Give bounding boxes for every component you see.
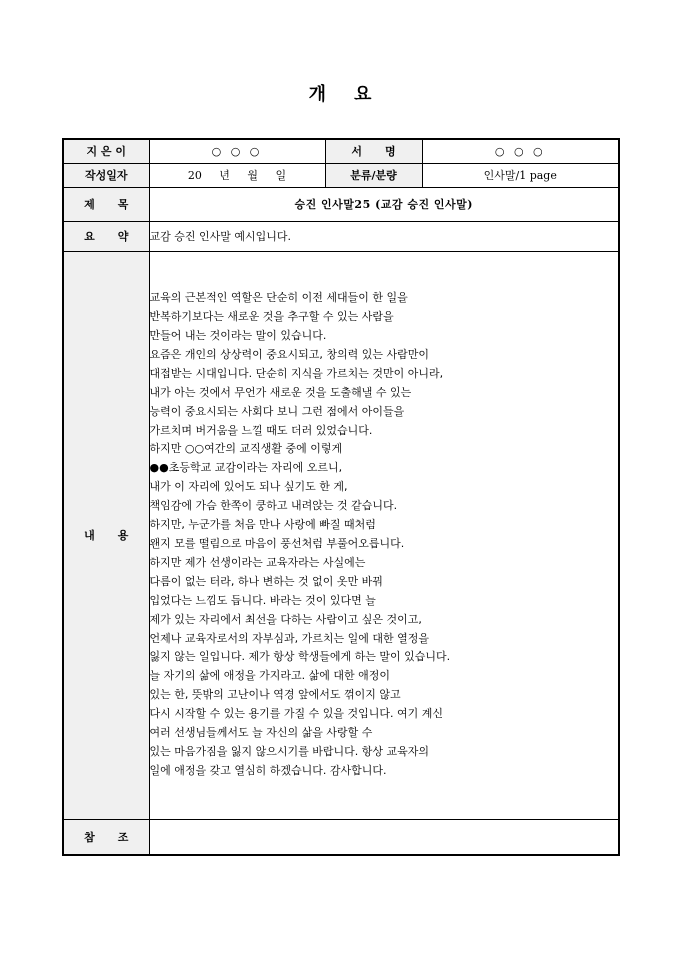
signature-label: 서 명 xyxy=(325,139,422,163)
subject-label: 제 목 xyxy=(63,187,149,221)
content-line: 입었다는 느낌도 듭니다. 바라는 것이 있다면 늘 xyxy=(149,593,376,607)
reference-row xyxy=(63,819,619,855)
date-value: 20 년 월 일 xyxy=(149,163,325,187)
content-line: 하지만 ○○여간의 교직생활 중에 이렇게 xyxy=(149,442,343,456)
summary-label: 요 약 xyxy=(63,221,149,251)
content-line: 여러 선생님들께서도 늘 자신의 삶을 사랑할 수 xyxy=(149,726,373,740)
category-value: 인사말/1 page xyxy=(422,163,619,187)
document-title-char-1: 개 xyxy=(308,84,326,105)
date-row xyxy=(63,163,619,187)
content-label: 내 용 xyxy=(63,251,149,819)
content-line: 하지만 제가 선생이라는 교육자라는 사실에는 xyxy=(149,555,366,569)
content-line: 가르치며 버거움을 느낄 때도 더러 있었습니다. xyxy=(149,423,373,437)
content-line: 왠지 모를 떨림으로 마음이 풍선처럼 부풀어오릅니다. xyxy=(149,537,405,550)
content-line: 능력이 중요시되는 사회다 보니 그런 점에서 아이들을 xyxy=(149,404,405,418)
subject-value: 승진 인사말25 (교감 승진 인사말) xyxy=(149,187,619,221)
content-line: 내가 이 자리에 있어도 되나 싶기도 한 게, xyxy=(149,480,348,494)
document-title-char-2: 요 xyxy=(354,84,372,105)
author-value: ○ ○ ○ xyxy=(149,139,325,163)
content-line: 반복하기보다는 새로운 것을 추구할 수 있는 사람을 xyxy=(149,310,394,324)
summary-row xyxy=(63,221,619,251)
reference-value xyxy=(149,819,619,855)
content-line: 대접받는 시대입니다. 단순히 지식을 가르치는 것만이 아니라, xyxy=(149,366,444,380)
content-line: 다름이 없는 터라, 하나 변하는 것 없이 옷만 바꿔 xyxy=(149,574,383,588)
content-line: 하지만, 누군가를 처음 만나 사랑에 빠질 때처럼 xyxy=(149,518,376,532)
summary-form-table xyxy=(62,138,620,856)
date-label: 작성일자 xyxy=(63,163,149,187)
signature-value: ○ ○ ○ xyxy=(422,139,619,163)
category-label: 분류/분량 xyxy=(325,163,422,187)
content-row xyxy=(63,251,619,819)
content-line: 언제나 교육자로서의 자부심과, 가르치는 일에 대한 열정을 xyxy=(149,631,429,645)
content-line: 잃지 않는 일입니다. 제가 항상 학생들에게 하는 말이 있습니다. xyxy=(149,650,451,664)
author-label: 지 은 이 xyxy=(63,139,149,163)
content-line: 늘 자기의 삶에 애정을 가지라고. 삶에 대한 애정이 xyxy=(149,669,390,683)
content-line: 다시 시작할 수 있는 용기를 가질 수 있을 것입니다. 여기 계신 xyxy=(149,707,443,721)
content-line: 일에 애정을 갖고 열심히 하겠습니다. 감사합니다. xyxy=(149,763,387,777)
content-line: 책임감에 가슴 한쪽이 쿵하고 내려앉는 것 같습니다. xyxy=(149,499,398,513)
content-line: 있는 마음가짐을 잃지 않으시기를 바랍니다. 항상 교육자의 xyxy=(149,744,429,758)
content-body xyxy=(149,251,619,819)
content-line: 교육의 근본적인 역할은 단순히 이전 세대들이 한 일을 xyxy=(149,291,408,305)
summary-value: 교감 승진 인사말 예시입니다. xyxy=(149,221,619,251)
document-title xyxy=(0,80,680,106)
content-line: 만들어 내는 것이라는 말이 있습니다. xyxy=(149,329,327,343)
subject-row xyxy=(63,187,619,221)
content-line: 요즘은 개인의 상상력이 중요시되고, 창의력 있는 사람만이 xyxy=(149,347,429,361)
author-row xyxy=(63,139,619,163)
content-line: 내가 아는 것에서 무언가 새로운 것을 도출해낼 수 있는 xyxy=(149,385,412,399)
content-line: 제가 있는 자리에서 최선을 다하는 사람이고 싶은 것이고, xyxy=(149,612,422,626)
content-line: 있는 한, 뜻밖의 고난이나 역경 앞에서도 꺾이지 않고 xyxy=(149,688,401,702)
content-line: ●●초등학교 교감이라는 자리에 오르니, xyxy=(149,461,343,475)
reference-label: 참 조 xyxy=(63,819,149,855)
